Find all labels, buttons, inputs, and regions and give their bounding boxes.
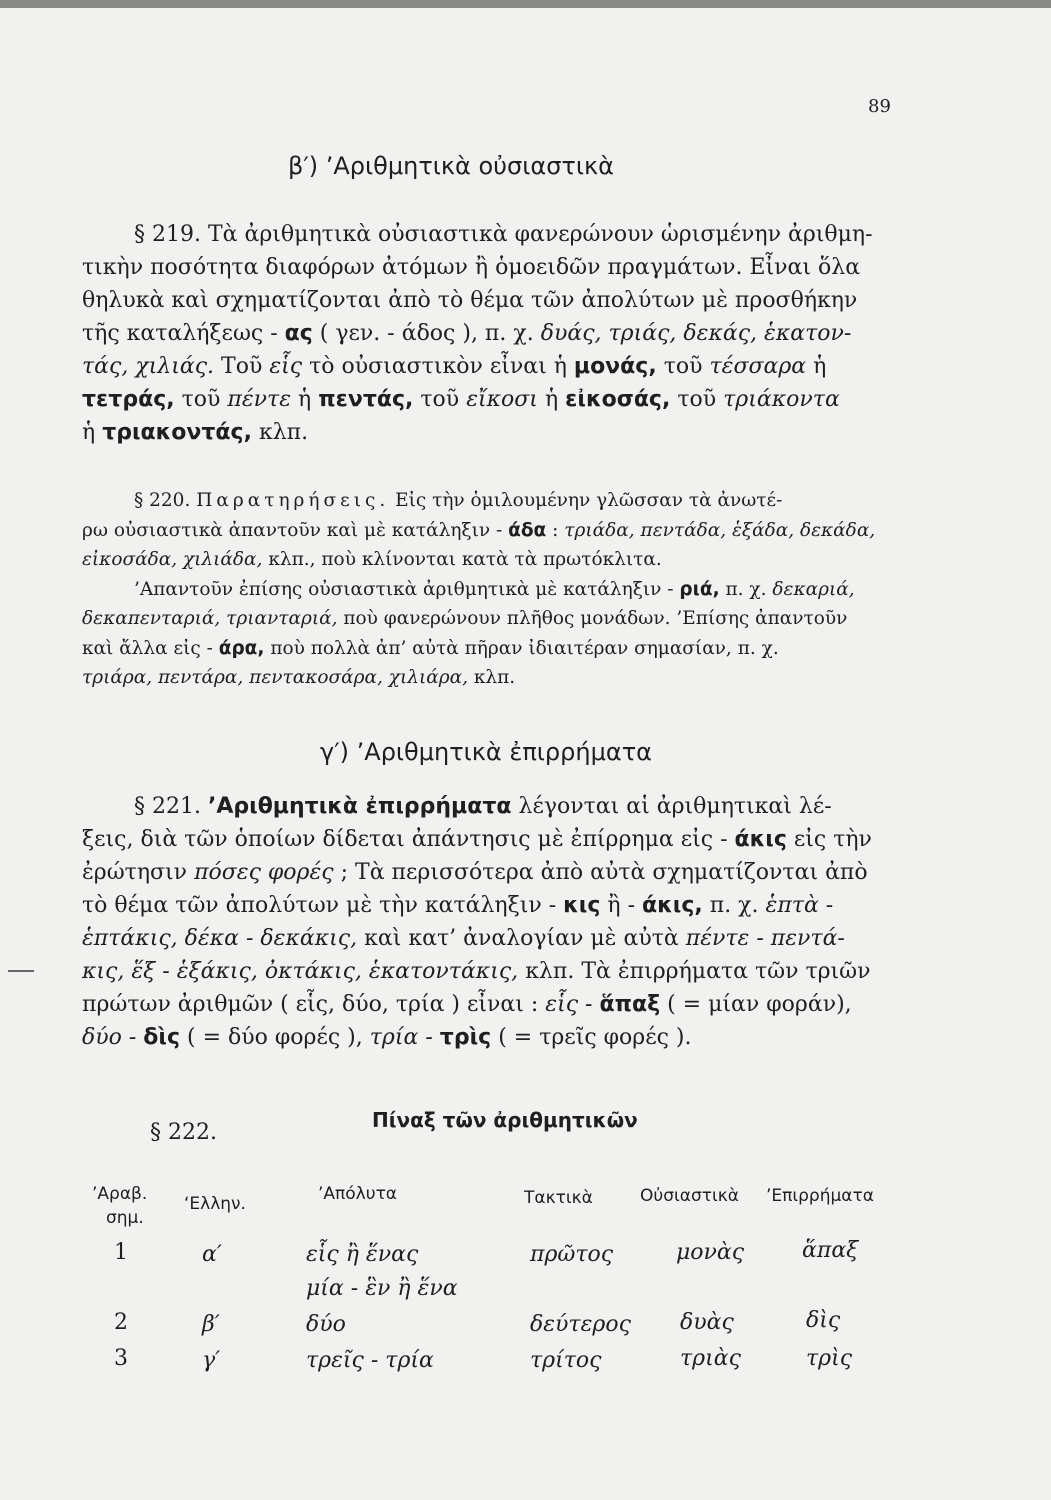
table-cell: δεύτερος <box>530 1312 631 1337</box>
col-header-greek: ‘Ελλην. <box>184 1194 246 1214</box>
scan-top-edge <box>0 0 1051 8</box>
table-cell: 1 <box>114 1240 128 1265</box>
col-header-ordinal: Τακτικὰ <box>524 1188 593 1208</box>
table-cell: δύο <box>306 1312 346 1337</box>
table-title: Πίναξ τῶν ἀριθμητικῶν <box>372 1108 638 1132</box>
table-cell: τρίτος <box>530 1348 602 1373</box>
table-cell: μονὰς <box>676 1240 745 1265</box>
col-header-arabic: ’Αραβ. <box>92 1184 148 1204</box>
table-cell: τριὰς <box>680 1346 741 1371</box>
table-cell: 3 <box>114 1346 128 1371</box>
section-number: § 222. <box>150 1120 217 1145</box>
table-cell: ἅπαξ <box>802 1238 859 1263</box>
table-cell: α′ <box>202 1242 222 1267</box>
table-cell: μία - ἓν ἢ ἕνα <box>306 1276 458 1301</box>
col-header-arabic-2: σημ. <box>106 1208 144 1228</box>
section-number: § 219. <box>134 222 201 247</box>
col-header-adverbs: ’Επιρρήματα <box>766 1186 874 1206</box>
section-number: § 220. <box>134 490 191 511</box>
paragraph-220: § 220. Παρατηρήσεις. Εἰς τὴν ὁμιλουμένην γλῶσσαν τὰ ἀνωτέ- ρω οὐσιαστικὰ ἀπαντοῦν καὶ μὲ κατάληξιν - άδα : τριάδα, πεντάδα, ἑξάδα, δεκάδα, εἰκοσάδα, χιλιάδα, κλπ., ποὺ κλίνονται κατὰ τὰ πρωτόκλιτα. ’Απαντοῦν ἐπίσης οὐσιαστικὰ ἀριθμητικὰ μὲ κατάληξιν - ριά, π. χ. δεκαριά, δεκαπενταριά, τριανταριά, ποὺ φανερώνουν πλῆθος μονάδων. ’Επίσης ἀπαντοῦν καὶ ἄλλα εἰς - άρα, ποὺ πολλὰ ἀπ’ αὐτὰ πῆραν ἰδιαιτέραν σημασίαν, π. χ. τριάρα, πεντάρα, πεντακοσάρα, χιλιάρα, κλπ. <box>82 490 876 688</box>
heading-numeral-adverbs: γ′) ’Αριθμητικὰ ἐπιρρήματα <box>320 738 652 766</box>
table-cell: δὶς <box>806 1308 841 1333</box>
paragraph-219: § 219. Τὰ ἀριθμητικὰ οὐσιαστικὰ φανερώνουν ὡρισμένην ἀριθμη- τικὴν ποσότητα διαφόρων ἀτόμων ἢ ὁμοειδῶν πραγμάτων. Εἶναι ὅλα θηλυκὰ καὶ σχηματίζονται ἀπὸ τὸ θέμα τῶν ἀπολύτων μὲ προσθήκην τῆς καταλήξεως - ας ( γεν. - άδος ), π. χ. δυάς, τριάς, δεκάς, ἑκατον- τάς, χιλιάς. Τοῦ εἷς τὸ οὐσιαστικὸν εἶναι ἡ μονάς, τοῦ τέσσαρα ἡ τετράς, τοῦ πέντε ἡ πεντάς, τοῦ εἴκοσι ἡ εἰκοσάς, τοῦ τριάκοντα ἡ τριακοντάς, κλπ. <box>82 222 873 445</box>
paragraph-221: § 221. ’Αριθμητικὰ ἐπιρρήματα λέγονται αἱ ἀριθμητικαὶ λέ- ξεις, διὰ τῶν ὁποίων δίδεται ἀπάντησις μὲ ἐπίρρημα εἰς - άκις εἰς τὴν ἐρώτησιν πόσες φορές ; Τὰ περισσότερα ἀπὸ αὐτὰ σχηματίζονται ἀπὸ τὸ θέμα τῶν ἀπολύτων μὲ τὴν κατάληξιν - κις ἢ - άκις, π. χ. ἑπτὰ - ἑπτάκις, δέκα - δεκάκις, καὶ κατ’ ἀναλογίαν μὲ αὐτὰ πέντε - πεντά- κις, ἕξ - ἑξάκις, ὀκτάκις, ἑκατοντάκις, κλπ. Τὰ ἐπιρρήματα τῶν τριῶν πρώτων ἀριθμῶν ( εἷς, δύο, τρία ) εἶναι : εἷς - ἅπαξ ( = μίαν φοράν), δύο - δὶς ( = δύο φορές ), τρία - τρὶς ( = τρεῖς φορές ). <box>82 794 872 1050</box>
table-cell: β′ <box>202 1312 220 1337</box>
page-number: 89 <box>868 96 891 117</box>
table-cell: πρῶτος <box>530 1242 614 1267</box>
table-cell: γ′ <box>202 1348 221 1373</box>
table-cell: δυὰς <box>680 1310 734 1335</box>
table-cell: τρεῖς - τρία <box>306 1348 434 1373</box>
table-cell: εἷς ἢ ἕνας <box>306 1242 419 1267</box>
table-cell: 2 <box>114 1310 128 1335</box>
table-cell: τρὶς <box>806 1346 853 1371</box>
margin-mark <box>8 970 34 972</box>
col-header-cardinal: ’Απόλυτα <box>318 1184 398 1204</box>
section-number: § 221. <box>134 794 201 819</box>
col-header-nouns: Οὐσιαστικὰ <box>640 1186 739 1206</box>
heading-numeral-nouns: β′) ’Αριθμητικὰ οὐσιαστικὰ <box>288 152 614 180</box>
